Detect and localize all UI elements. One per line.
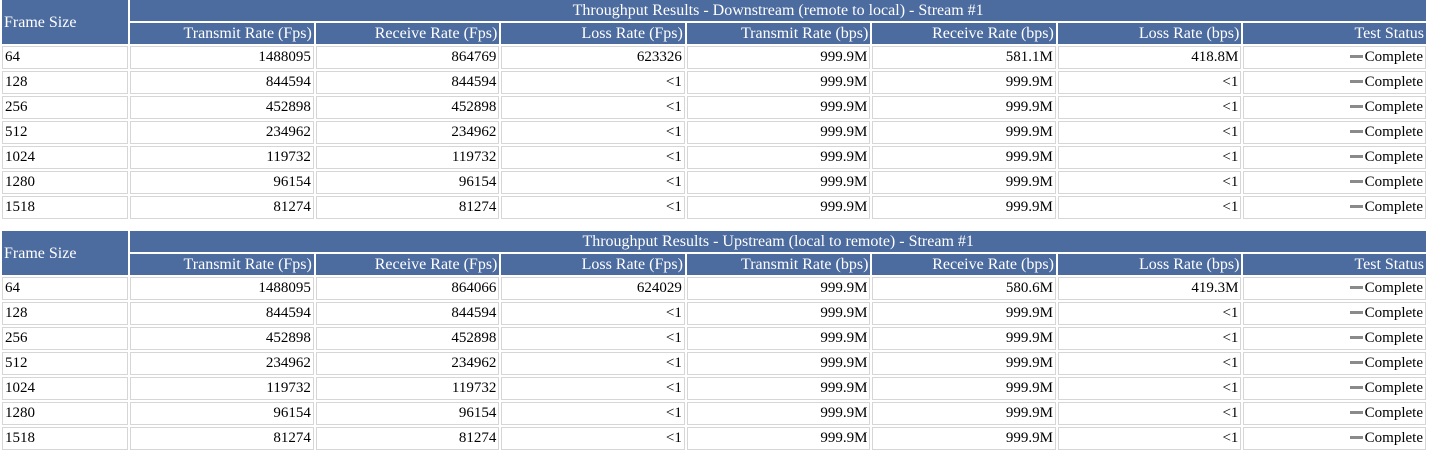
loss-rate-bps-cell: <1	[1058, 146, 1242, 169]
dash-icon	[1350, 105, 1363, 108]
receive-rate-bps-cell: 581.1M	[872, 46, 1056, 69]
table-row	[2, 277, 1426, 300]
frame-size-cell: 128	[2, 71, 128, 94]
receive-rate-fps-cell: 864769	[316, 46, 500, 69]
test-status-cell	[1243, 352, 1426, 375]
receive-rate-fps-cell: 81274	[316, 427, 500, 450]
test-status-header: Test Status	[1243, 254, 1426, 275]
status-text: Complete	[1364, 330, 1423, 346]
status-text: Complete	[1364, 199, 1423, 215]
transmit-rate-bps-cell: 999.9M	[687, 46, 871, 69]
receive-rate-bps-cell: 999.9M	[872, 427, 1056, 450]
loss-rate-bps-cell: <1	[1058, 96, 1242, 119]
status-text: Complete	[1364, 430, 1423, 446]
receive-rate-bps-cell: 999.9M	[872, 121, 1056, 144]
transmit-rate-fps-cell: 96154	[130, 171, 314, 194]
loss-rate-fps-cell: <1	[501, 121, 685, 144]
loss-rate-bps-cell: <1	[1058, 71, 1242, 94]
transmit-rate-fps-cell: 119732	[130, 377, 314, 400]
loss-rate-fps-cell: <1	[501, 327, 685, 350]
table-row	[2, 46, 1426, 69]
frame-size-cell: 256	[2, 96, 128, 119]
receive-rate-fps-cell: 452898	[316, 96, 500, 119]
table-row	[2, 427, 1426, 450]
transmit-rate-bps-cell: 999.9M	[687, 277, 871, 300]
frame-size-cell: 128	[2, 302, 128, 325]
transmit-rate-bps-cell: 999.9M	[687, 196, 871, 219]
receive-rate-fps-cell: 81274	[316, 196, 500, 219]
dash-icon	[1350, 361, 1363, 364]
loss-rate-bps-cell: <1	[1058, 377, 1242, 400]
transmit-rate-bps-cell: 999.9M	[687, 377, 871, 400]
receive-rate-fps-cell: 844594	[316, 71, 500, 94]
frame-size-cell: 64	[2, 277, 128, 300]
table-row	[2, 377, 1426, 400]
status-text: Complete	[1364, 174, 1423, 190]
receive-rate-fps-cell: 452898	[316, 327, 500, 350]
transmit-rate-bps-cell: 999.9M	[687, 71, 871, 94]
loss-rate-bps-cell: <1	[1058, 171, 1242, 194]
receive-rate-fps-cell: 96154	[316, 171, 500, 194]
test-status-cell	[1243, 46, 1426, 69]
transmit-rate-bps-cell: 999.9M	[687, 352, 871, 375]
frame-size-cell: 64	[2, 46, 128, 69]
loss-rate-bps-cell: <1	[1058, 327, 1242, 350]
status-text: Complete	[1364, 405, 1423, 421]
transmit-rate-bps-cell: 999.9M	[687, 146, 871, 169]
receive-rate-bps-cell: 999.9M	[872, 71, 1056, 94]
loss-rate-bps-cell: 419.3M	[1058, 277, 1242, 300]
loss-rate-fps-header: Loss Rate (Fps)	[501, 254, 685, 275]
table-row	[2, 171, 1426, 194]
status-text: Complete	[1364, 99, 1423, 115]
table-row	[2, 71, 1426, 94]
receive-rate-bps-cell: 999.9M	[872, 327, 1056, 350]
receive-rate-bps-cell: 999.9M	[872, 352, 1056, 375]
test-status-cell	[1243, 146, 1426, 169]
receive-rate-bps-cell: 999.9M	[872, 377, 1056, 400]
dash-icon	[1350, 130, 1363, 133]
downstream-results-table	[0, 0, 1428, 221]
status-text: Complete	[1364, 74, 1423, 90]
transmit-rate-fps-cell: 81274	[130, 427, 314, 450]
loss-rate-fps-cell: 624029	[501, 277, 685, 300]
frame-size-cell: 1024	[2, 146, 128, 169]
table-row	[2, 146, 1426, 169]
frame-size-cell: 1024	[2, 377, 128, 400]
test-status-header: Test Status	[1243, 23, 1426, 44]
receive-rate-bps-header: Receive Rate (bps)	[872, 23, 1056, 44]
loss-rate-fps-cell: <1	[501, 302, 685, 325]
receive-rate-bps-cell: 999.9M	[872, 302, 1056, 325]
table-row	[2, 121, 1426, 144]
transmit-rate-fps-header: Transmit Rate (Fps)	[130, 254, 314, 275]
table-row	[2, 327, 1426, 350]
dash-icon	[1350, 386, 1363, 389]
transmit-rate-fps-cell: 119732	[130, 146, 314, 169]
test-status-cell	[1243, 327, 1426, 350]
receive-rate-fps-cell: 96154	[316, 402, 500, 425]
dash-icon	[1350, 205, 1363, 208]
table-row	[2, 402, 1426, 425]
table-title: Throughput Results - Downstream (remote to local) - Stream #1	[130, 0, 1426, 21]
table-row	[2, 352, 1426, 375]
test-status-cell	[1243, 196, 1426, 219]
frame-size-cell: 512	[2, 352, 128, 375]
loss-rate-bps-cell: <1	[1058, 121, 1242, 144]
frame-size-header: Frame Size	[2, 231, 128, 275]
transmit-rate-bps-header: Transmit Rate (bps)	[687, 23, 871, 44]
downstream-results-body	[2, 46, 1426, 219]
frame-size-cell: 1518	[2, 196, 128, 219]
transmit-rate-bps-cell: 999.9M	[687, 96, 871, 119]
dash-icon	[1350, 155, 1363, 158]
receive-rate-fps-cell: 844594	[316, 302, 500, 325]
transmit-rate-bps-cell: 999.9M	[687, 302, 871, 325]
receive-rate-bps-cell: 999.9M	[872, 196, 1056, 219]
table-row	[2, 196, 1426, 219]
loss-rate-fps-header: Loss Rate (Fps)	[501, 23, 685, 44]
loss-rate-fps-cell: 623326	[501, 46, 685, 69]
dash-icon	[1350, 80, 1363, 83]
loss-rate-fps-cell: <1	[501, 96, 685, 119]
dash-icon	[1350, 311, 1363, 314]
receive-rate-bps-cell: 580.6M	[872, 277, 1056, 300]
frame-size-cell: 1280	[2, 171, 128, 194]
dash-icon	[1350, 411, 1363, 414]
transmit-rate-fps-cell: 1488095	[130, 277, 314, 300]
status-text: Complete	[1364, 280, 1423, 296]
test-status-cell	[1243, 121, 1426, 144]
loss-rate-bps-header: Loss Rate (bps)	[1058, 254, 1242, 275]
frame-size-cell: 1280	[2, 402, 128, 425]
frame-size-cell: 512	[2, 121, 128, 144]
transmit-rate-fps-cell: 234962	[130, 352, 314, 375]
receive-rate-fps-cell: 119732	[316, 146, 500, 169]
transmit-rate-bps-cell: 999.9M	[687, 427, 871, 450]
receive-rate-bps-cell: 999.9M	[872, 146, 1056, 169]
loss-rate-fps-cell: <1	[501, 196, 685, 219]
status-text: Complete	[1364, 124, 1423, 140]
status-text: Complete	[1364, 49, 1423, 65]
loss-rate-fps-cell: <1	[501, 71, 685, 94]
transmit-rate-fps-cell: 81274	[130, 196, 314, 219]
table-row	[2, 96, 1426, 119]
table-row	[2, 302, 1426, 325]
transmit-rate-fps-cell: 234962	[130, 121, 314, 144]
transmit-rate-bps-cell: 999.9M	[687, 402, 871, 425]
test-status-cell	[1243, 171, 1426, 194]
dash-icon	[1350, 286, 1363, 289]
upstream-results-table	[0, 229, 1428, 452]
status-text: Complete	[1364, 380, 1423, 396]
test-status-cell	[1243, 302, 1426, 325]
loss-rate-fps-cell: <1	[501, 427, 685, 450]
test-status-cell	[1243, 96, 1426, 119]
receive-rate-fps-header: Receive Rate (Fps)	[316, 254, 500, 275]
transmit-rate-fps-cell: 844594	[130, 71, 314, 94]
test-status-cell	[1243, 277, 1426, 300]
loss-rate-bps-header: Loss Rate (bps)	[1058, 23, 1242, 44]
receive-rate-bps-header: Receive Rate (bps)	[872, 254, 1056, 275]
status-text: Complete	[1364, 149, 1423, 165]
loss-rate-bps-cell: <1	[1058, 196, 1242, 219]
loss-rate-fps-cell: <1	[501, 377, 685, 400]
test-status-cell	[1243, 71, 1426, 94]
receive-rate-fps-header: Receive Rate (Fps)	[316, 23, 500, 44]
table-title: Throughput Results - Upstream (local to remote) - Stream #1	[130, 231, 1426, 252]
transmit-rate-bps-cell: 999.9M	[687, 121, 871, 144]
test-status-cell	[1243, 402, 1426, 425]
receive-rate-fps-cell: 864066	[316, 277, 500, 300]
receive-rate-bps-cell: 999.9M	[872, 171, 1056, 194]
loss-rate-bps-cell: <1	[1058, 352, 1242, 375]
frame-size-cell: 256	[2, 327, 128, 350]
receive-rate-fps-cell: 234962	[316, 352, 500, 375]
transmit-rate-bps-cell: 999.9M	[687, 171, 871, 194]
loss-rate-fps-cell: <1	[501, 352, 685, 375]
transmit-rate-fps-cell: 96154	[130, 402, 314, 425]
transmit-rate-bps-header: Transmit Rate (bps)	[687, 254, 871, 275]
loss-rate-fps-cell: <1	[501, 402, 685, 425]
upstream-results-body	[2, 277, 1426, 450]
loss-rate-fps-cell: <1	[501, 171, 685, 194]
receive-rate-fps-cell: 119732	[316, 377, 500, 400]
receive-rate-bps-cell: 999.9M	[872, 402, 1056, 425]
loss-rate-bps-cell: 418.8M	[1058, 46, 1242, 69]
dash-icon	[1350, 180, 1363, 183]
dash-icon	[1350, 436, 1363, 439]
transmit-rate-fps-cell: 452898	[130, 96, 314, 119]
loss-rate-fps-cell: <1	[501, 146, 685, 169]
receive-rate-fps-cell: 234962	[316, 121, 500, 144]
loss-rate-bps-cell: <1	[1058, 302, 1242, 325]
transmit-rate-bps-cell: 999.9M	[687, 327, 871, 350]
dash-icon	[1350, 336, 1363, 339]
loss-rate-bps-cell: <1	[1058, 427, 1242, 450]
test-status-cell	[1243, 427, 1426, 450]
dash-icon	[1350, 55, 1363, 58]
transmit-rate-fps-cell: 452898	[130, 327, 314, 350]
frame-size-cell: 1518	[2, 427, 128, 450]
frame-size-header: Frame Size	[2, 0, 128, 44]
status-text: Complete	[1364, 305, 1423, 321]
status-text: Complete	[1364, 355, 1423, 371]
loss-rate-bps-cell: <1	[1058, 402, 1242, 425]
transmit-rate-fps-cell: 1488095	[130, 46, 314, 69]
transmit-rate-fps-header: Transmit Rate (Fps)	[130, 23, 314, 44]
receive-rate-bps-cell: 999.9M	[872, 96, 1056, 119]
test-status-cell	[1243, 377, 1426, 400]
transmit-rate-fps-cell: 844594	[130, 302, 314, 325]
